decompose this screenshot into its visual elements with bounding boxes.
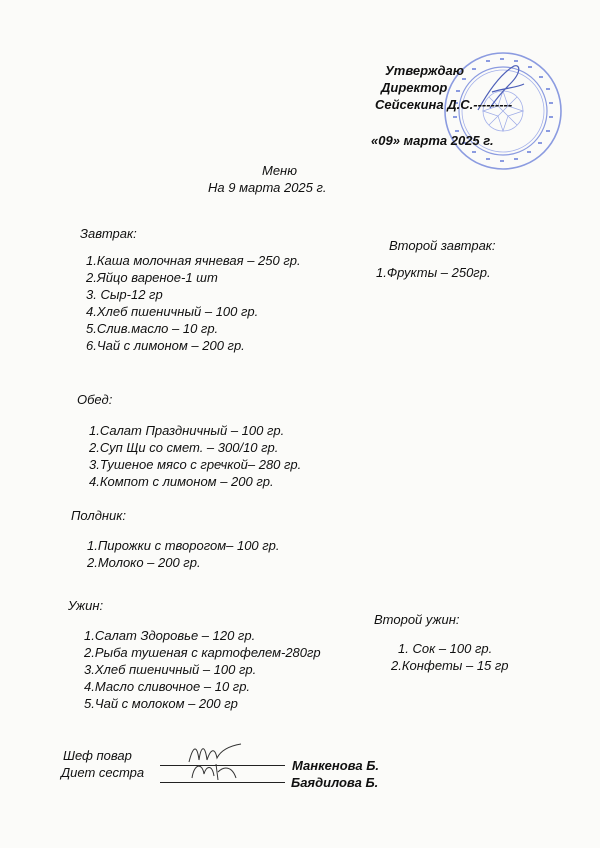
list-item: 1.Салат Здоровье – 120 гр. [84,628,256,643]
approval-block [375,62,513,113]
list-item: 2.Рыба тушеная с картофелем-280гр [84,645,321,660]
approval-approve: Утверждаю [385,63,464,78]
list-item: 1. Сок – 100 гр. [398,641,493,656]
breakfast-heading: Завтрак: [80,226,137,241]
list-item: 4.Масло сливочное – 10 гр. [84,679,251,694]
lunch-heading: Обед: [77,392,113,407]
list-item: 1.Пирожки с творогом– 100 гр. [87,538,280,553]
list-item: 5.Слив.масло – 10 гр. [86,321,219,336]
list-item: 2.Яйцо вареное-1 шт [86,270,218,285]
list-item: 2.Суп Щи со смет. – 300/10 гр. [89,440,279,455]
approval-director-name: Сейсекина Д.С.--------- [375,97,513,112]
list-item: 3.Тушеное мясо с гречкой– 280 гр. [89,457,302,472]
dinner-list [84,627,321,712]
chef-label: Шеф повар [63,748,132,763]
approval-date: «09» марта 2025 г. [371,133,494,148]
list-item: 2.Молоко – 200 гр. [87,555,201,570]
lunch-list [89,422,301,490]
chef-name: Манкенова Б. [292,758,380,773]
second-breakfast-list [376,264,491,281]
list-item: 4.Компот с лимоном – 200 гр. [89,474,274,489]
list-item: 5.Чай с молоком – 200 гр [84,696,238,711]
second-dinner-heading: Второй ужин: [374,612,460,627]
list-item: 6.Чай с лимоном – 200 гр. [86,338,245,353]
list-item: 1.Каша молочная ячневая – 250 гр. [86,253,301,268]
snack-heading: Полдник: [71,508,127,523]
list-item: 3. Сыр-12 гр [86,287,163,302]
list-item: 1.Салат Праздничный – 100 гр. [89,423,285,438]
diet-nurse-signature [188,758,240,784]
list-item: 2.Конфеты – 15 гр [391,658,509,673]
second-breakfast-heading: Второй завтрак: [389,238,496,253]
dinner-heading: Ужин: [68,598,104,613]
breakfast-list [86,252,301,354]
second-dinner-list [391,640,509,674]
menu-date: На 9 марта 2025 г. [208,180,327,195]
approval-position: Директор [381,80,448,95]
diet-nurse-label: Диет сестра [61,765,145,780]
list-item: 1.Фрукты – 250гр. [376,265,491,280]
snack-list [87,537,280,571]
menu-title: Меню [262,163,297,178]
diet-nurse-name: Баядилова Б. [291,775,379,790]
list-item: 3.Хлеб пшеничный – 100 гр. [84,662,257,677]
list-item: 4.Хлеб пшеничный – 100 гр. [86,304,259,319]
